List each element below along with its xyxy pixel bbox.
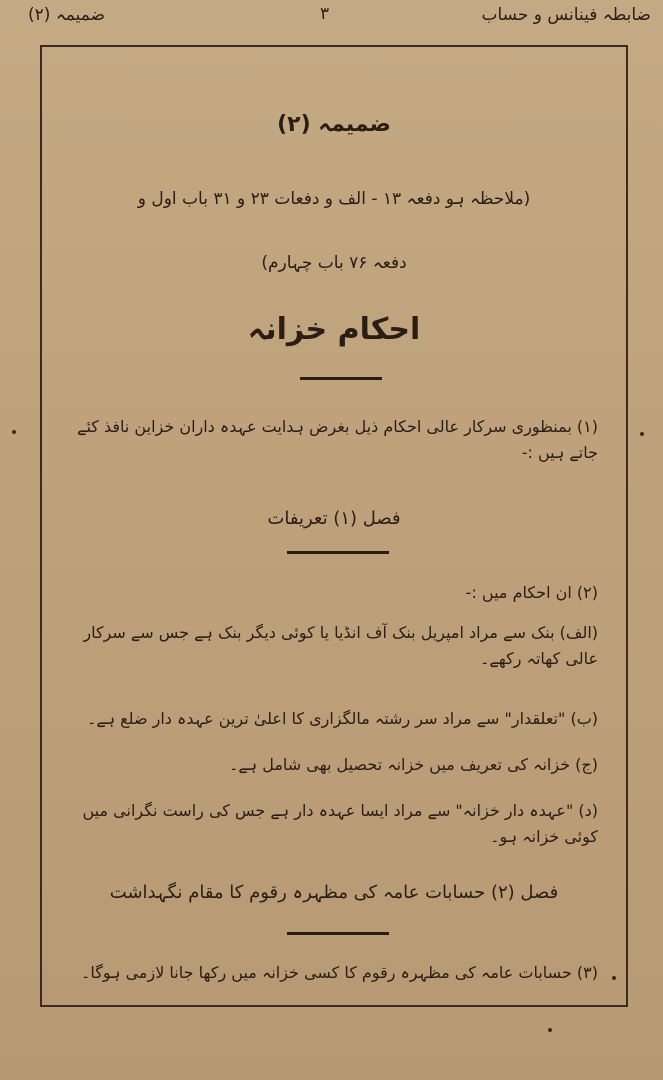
divider xyxy=(287,551,389,554)
paragraph-3: (۳) حسابات عامہ کی مظہرہ رقوم کا کسی خزانہ میں رکھا جانا لازمی ہوگا۔ xyxy=(80,963,598,982)
reference-line-1: (ملاحظہ ہو دفعہ ۱۳ - الف و دفعات ۲۳ و ۳۱ باب اول و xyxy=(137,189,531,209)
annex-title: ضمیمہ (۲) xyxy=(277,112,391,137)
paragraph-jeem: (ج) خزانہ کی تعریف میں خزانہ تحصیل بھی شامل ہے۔ xyxy=(229,755,598,774)
paragraph-be: (ب) "تعلقدار" سے مراد سر رشتہ مالگزاری کا اعلیٰ ترین عہدہ دار ضلع ہے۔ xyxy=(86,709,598,728)
divider xyxy=(300,377,382,380)
running-header xyxy=(0,2,663,32)
paragraph-2: (۲) ان احکام میں :- xyxy=(465,583,598,602)
section-1-heading: فصل (۱) تعریفات xyxy=(267,508,401,529)
margin-speck xyxy=(612,976,616,980)
page-number: ۳ xyxy=(320,4,330,24)
reference-line-2: دفعہ ۷۶ باب چہارم) xyxy=(261,253,407,273)
paragraph-dal: (د) "عہدہ دار خزانہ" سے مراد ایسا عہدہ دار ہے جس کی راست نگرانی میں کوئی خزانہ ہو۔ xyxy=(82,801,598,846)
paragraph-1: (۱) بمنظوری سرکار عالی احکام ذیل بغرض ہدایت عہدہ داران خزاین نافذ کئے جاتے ہیں :- xyxy=(77,417,598,462)
book-title: ضابطہ فینانس و حساب xyxy=(481,5,651,25)
margin-speck xyxy=(548,1028,552,1032)
paragraph-alif: (الف) بنک سے مراد امپریل بنک آف انڈیا یا کوئی دیگر بنک ہے جس سے سرکار عالی کھاتہ رکھے۔ xyxy=(83,623,598,668)
margin-speck xyxy=(12,430,16,434)
main-title: احکام خزانہ xyxy=(247,312,421,347)
annex-label: ضمیمہ (۲) xyxy=(28,5,105,25)
divider xyxy=(287,932,389,935)
margin-speck xyxy=(640,432,644,436)
section-2-heading: فصل (۲) حسابات عامہ کی مظہرہ رقوم کا مقام نگہداشت xyxy=(109,882,559,903)
